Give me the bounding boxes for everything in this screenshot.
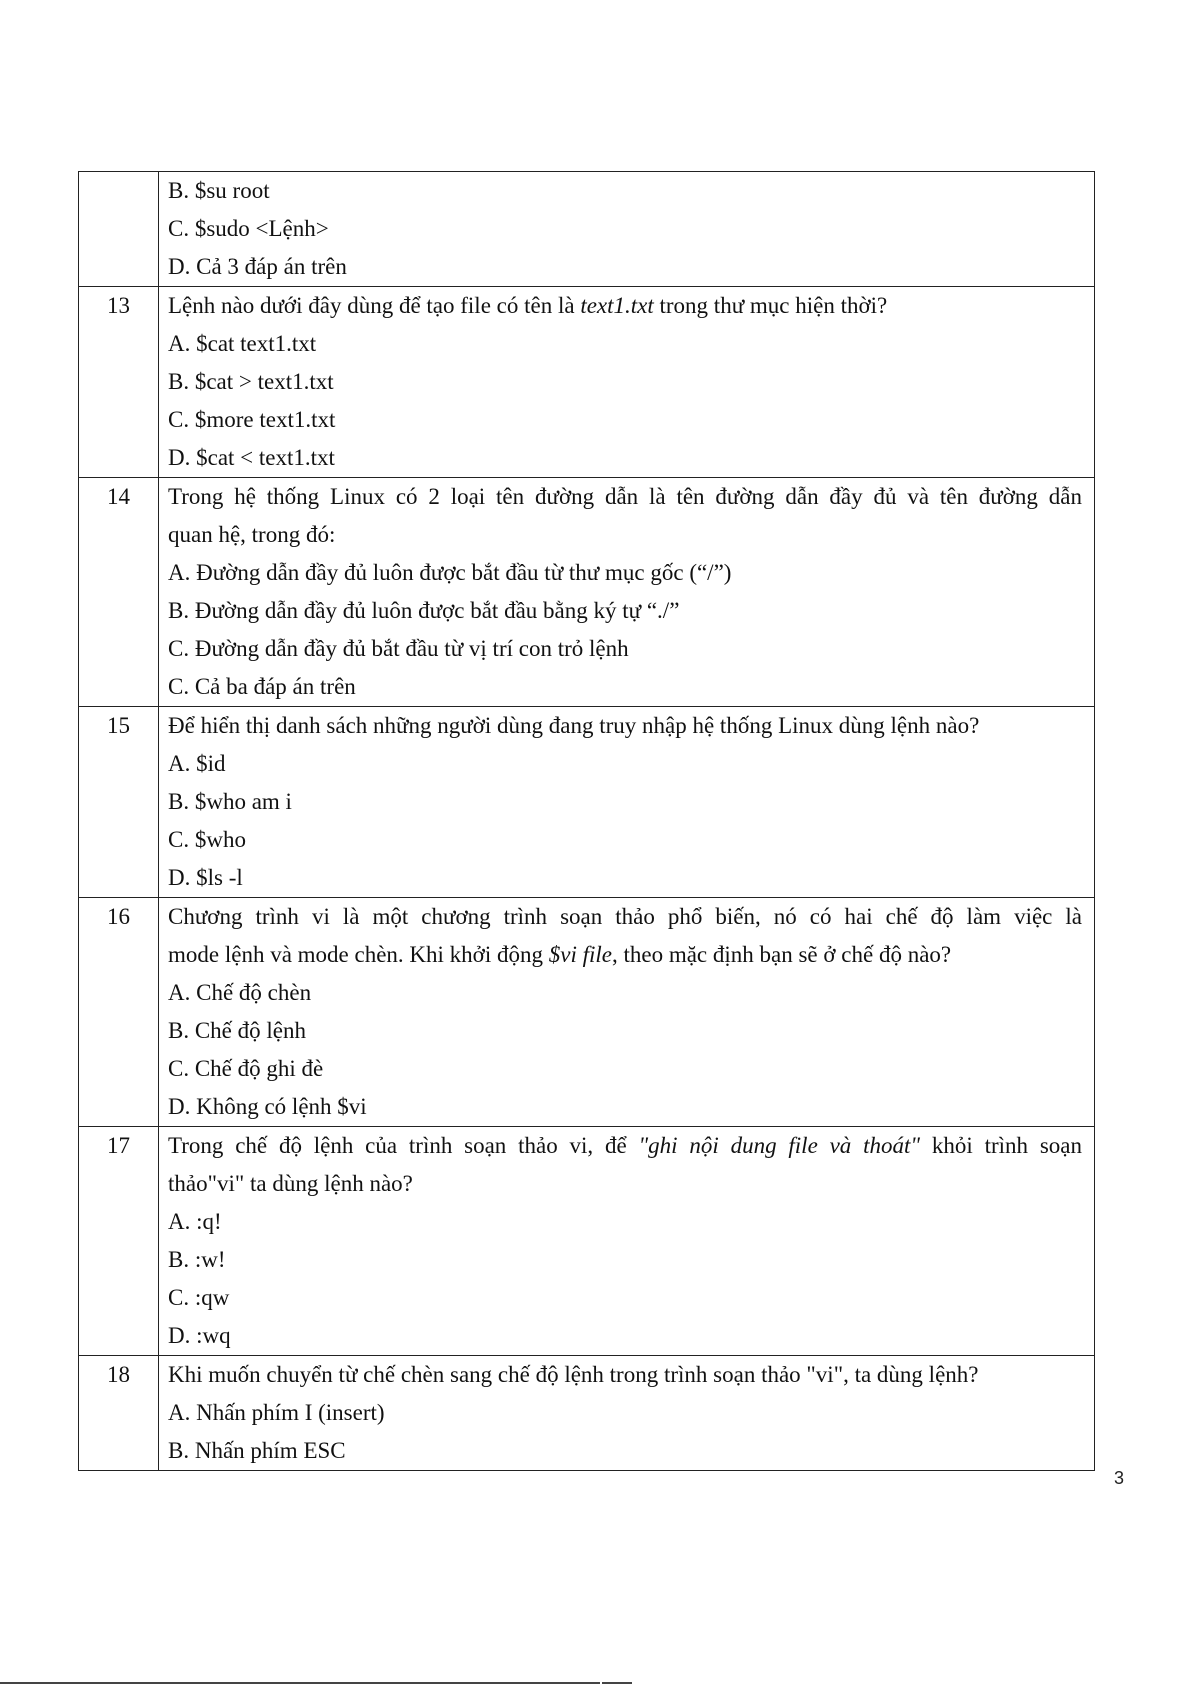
question-text: thảo"vi" ta dùng lệnh nào? (168, 1171, 413, 1196)
answer-option: C. Chế độ ghi đè (168, 1056, 324, 1081)
answer-option: B. Chế độ lệnh (168, 1018, 306, 1043)
question-number: 16 (79, 898, 159, 1127)
question-content (159, 287, 1095, 478)
table-row (79, 287, 1095, 478)
answer-option: A. Đường dẫn đầy đủ luôn được bắt đầu từ thư mục gốc (“/”) (168, 560, 732, 585)
answer-option: A. $cat text1.txt (168, 331, 317, 356)
question-content (159, 1127, 1095, 1356)
answer-option: A. $id (168, 751, 226, 776)
question-number: 18 (79, 1356, 159, 1471)
question-number: 15 (79, 707, 159, 898)
question-content (159, 172, 1095, 287)
table-row (79, 172, 1095, 287)
table-row (79, 898, 1095, 1127)
question-text: Trong chế độ lệnh của trình soạn thảo vi, để "ghi nội dung file và thoát" khỏi trình soạn (168, 1133, 1082, 1158)
answer-option: B. Đường dẫn đầy đủ luôn được bắt đầu bằng ký tự “./” (168, 598, 680, 623)
question-number: 14 (79, 478, 159, 707)
question-text: Lệnh nào dưới đây dùng để tạo file có tên là text1.txt trong thư mục hiện thời? (168, 293, 888, 318)
question-text: Khi muốn chuyển từ chế chèn sang chế độ lệnh trong trình soạn thảo "vi", ta dùng lệnh? (168, 1362, 979, 1387)
answer-option: B. $su root (168, 178, 270, 203)
footer-divider (602, 1682, 632, 1684)
question-text: Trong hệ thống Linux có 2 loại tên đường dẫn là tên đường dẫn đầy đủ và tên đường dẫn (168, 484, 1082, 509)
answer-option: D. Không có lệnh $vi (168, 1094, 367, 1119)
question-content (159, 1356, 1095, 1471)
question-number: 17 (79, 1127, 159, 1356)
answer-option: B. Nhấn phím ESC (168, 1438, 346, 1463)
answer-option: C. Cả ba đáp án trên (168, 674, 356, 699)
question-content (159, 898, 1095, 1127)
answer-option: D. $ls -l (168, 865, 243, 890)
question-table (78, 171, 1095, 1471)
answer-option: A. Nhấn phím I (insert) (168, 1400, 385, 1425)
answer-option: C. $more text1.txt (168, 407, 336, 432)
table-row (79, 707, 1095, 898)
answer-option: D. Cả 3 đáp án trên (168, 254, 347, 279)
answer-option: B. :w! (168, 1247, 226, 1272)
footer-divider (0, 1682, 600, 1684)
question-text: mode lệnh và mode chèn. Khi khởi động $vi file, theo mặc định bạn sẽ ở chế độ nào? (168, 942, 952, 967)
question-number (79, 172, 159, 287)
table-row (79, 478, 1095, 707)
answer-option: A. :q! (168, 1209, 222, 1234)
answer-option: C. Đường dẫn đầy đủ bắt đầu từ vị trí con trỏ lệnh (168, 636, 629, 661)
answer-option: D. :wq (168, 1323, 231, 1348)
answer-option: C. $who (168, 827, 246, 852)
answer-option: B. $who am i (168, 789, 292, 814)
table-row (79, 1127, 1095, 1356)
question-text: Chương trình vi là một chương trình soạn thảo phổ biến, nó có hai chế độ làm việc là (168, 904, 1082, 929)
answer-option: C. $sudo <Lệnh> (168, 216, 329, 241)
question-number: 13 (79, 287, 159, 478)
table-row (79, 1356, 1095, 1471)
answer-option: D. $cat < text1.txt (168, 445, 335, 470)
answer-option: A. Chế độ chèn (168, 980, 312, 1005)
answer-option: C. :qw (168, 1285, 230, 1310)
answer-option: B. $cat > text1.txt (168, 369, 334, 394)
question-text: Để hiển thị danh sách những người dùng đang truy nhập hệ thống Linux dùng lệnh nào? (168, 713, 980, 738)
question-content (159, 478, 1095, 707)
question-text: quan hệ, trong đó: (168, 522, 336, 547)
question-content (159, 707, 1095, 898)
page-number: 3 (1114, 1468, 1125, 1488)
